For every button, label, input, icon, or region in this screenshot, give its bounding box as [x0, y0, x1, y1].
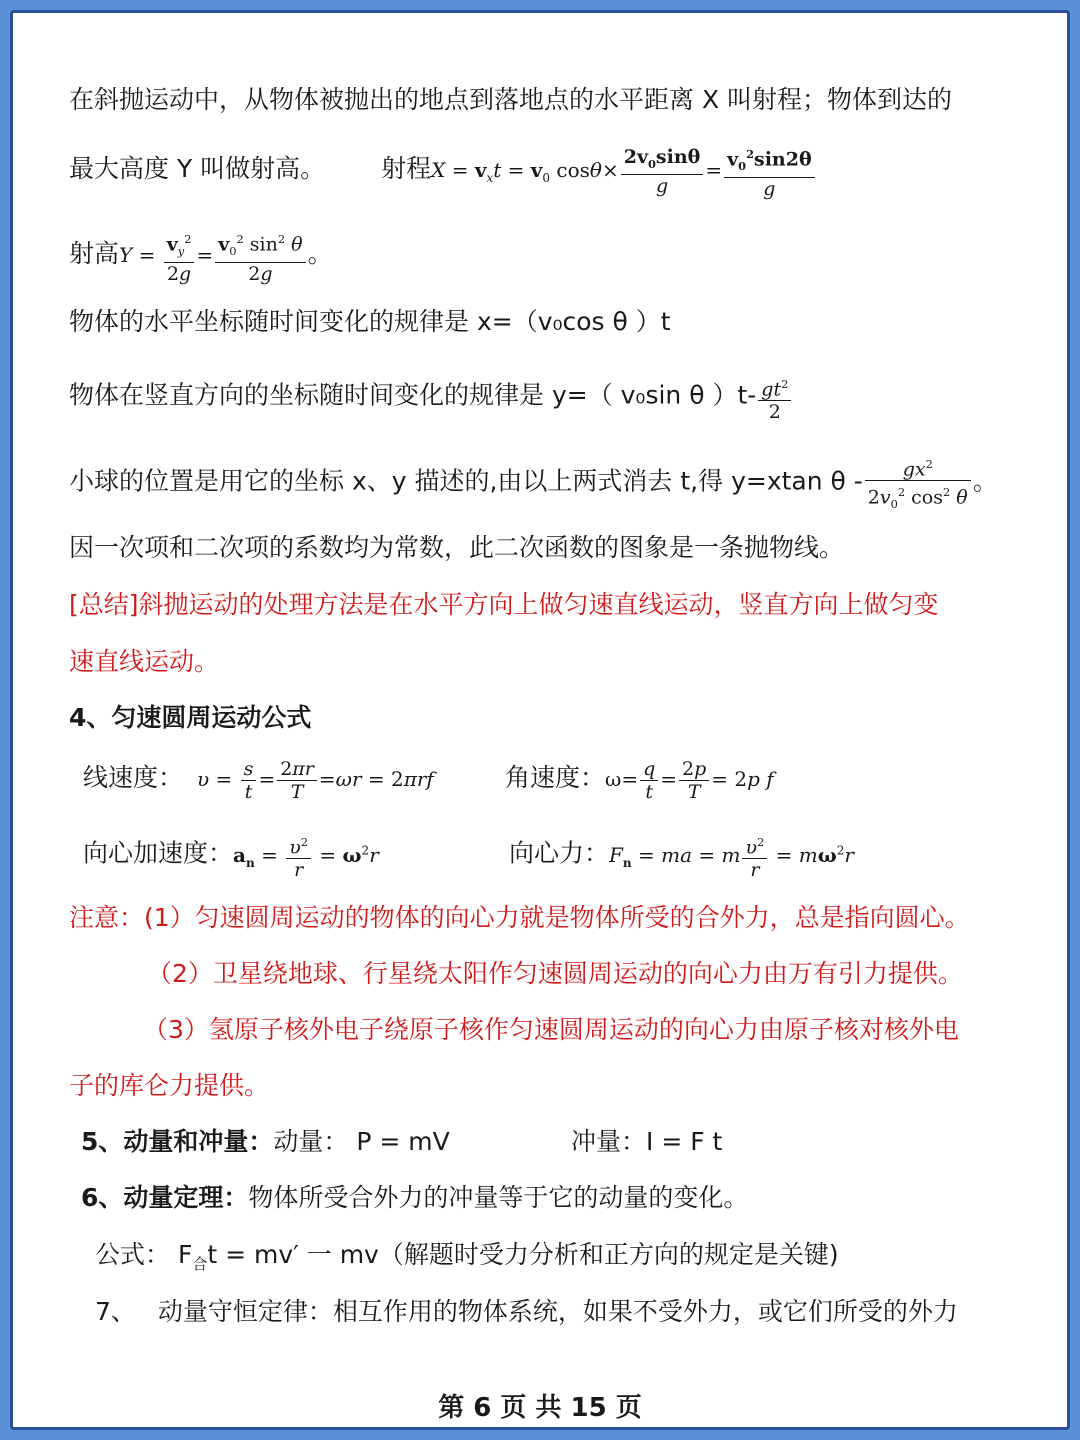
summary-line: 速直线运动。 [69, 647, 220, 676]
angular-velocity-formula: 角速度：ω= $\frac{q}{t}$ = $\frac{2p}{T}$ = 2p f [505, 758, 774, 803]
summary-line: [总结]斜抛运动的处理方法是在水平方向上做匀速直线运动，竖直方向上做匀变 [69, 590, 939, 619]
linear-velocity-formula: 线速度： υ = $\frac{s}{t}$ = $\frac{2\pi r}{T}$ =ωr = 2πrf [83, 758, 434, 803]
page-number: 第 6 页 共 15 页 [438, 1393, 642, 1423]
text-line: 因一次项和二次项的系数均为常数，此二次函数的图象是一条抛物线。 [69, 533, 845, 562]
momentum-theorem-line: 6、动量定理：物体所受合外力的冲量等于它的动量的变化。 [81, 1183, 749, 1212]
note-line: 子的库仑力提供。 [69, 1071, 270, 1100]
formula-line: 公式： $F_合t = mv'$ 一 mv（解题时受力分析和正方向的规定是关键) [95, 1240, 839, 1273]
note-line: （3）氢原子核外电子绕原子核作匀速圆周运动的向心力由原子核对核外电 [143, 1015, 959, 1044]
centripetal-force-formula: 向心力：$F_n$ = ma = m $\frac{\upsilon^2}{r}$ = $m\omega^2r$ [509, 831, 854, 881]
impulse-line: 冲量：I = F t [571, 1127, 723, 1156]
text-line: 在斜抛运动中，从物体被抛出的地点到落地点的水平距离 X 叫射程；物体到达的 [69, 85, 953, 114]
range-formula-line: 最大高度 Y 叫做射高。 射程$X = v_xt = v_0$ cosθ× $\frac{2v_0\sin\theta}{g}$ = $\frac{v_0^2\sin 2\theta}{g}$ [69, 143, 817, 200]
note-line: （2）卫星绕地球、行星绕太阳作匀速圆周运动的向心力由万有引力提供。 [147, 959, 963, 988]
height-formula-line: 射高Y = $\frac{v_y^2}{2g}$ = $\frac{v_0^2 \sin^2 \theta}{2g}$ 。 [69, 228, 333, 285]
momentum-line: 5、动量和冲量：动量： P = mV [81, 1127, 450, 1156]
text-line: 物体在竖直方向的坐标随时间变化的规律是 y=（ v₀sin θ ）t- $\frac{gt^2}{2}$ [69, 373, 793, 423]
section-heading: 4、匀速圆周运动公式 [69, 703, 312, 732]
note-line: 注意：(1）匀速圆周运动的物体的向心力就是物体所受的合外力，总是指向圆心。 [69, 903, 970, 932]
centripetal-accel-formula: 向心加速度：$a_n$ = $\frac{\upsilon^2}{r}$ = $\omega^2r$ [83, 831, 379, 881]
text-line: 物体的水平坐标随时间变化的规律是 x=（v₀cos θ ）t [69, 307, 671, 336]
page-content [10, 10, 1070, 1430]
text-line: 小球的位置是用它的坐标 x、y 描述的,由以上两式消去 t,得 y=xtan θ - $\frac{gx^2}{2v_0^2 \cos^2 \theta}$ 。 [69, 453, 998, 515]
conservation-line: 7、 动量守恒定律：相互作用的物体系统，如果不受外力，或它们所受的外力 [95, 1297, 958, 1326]
